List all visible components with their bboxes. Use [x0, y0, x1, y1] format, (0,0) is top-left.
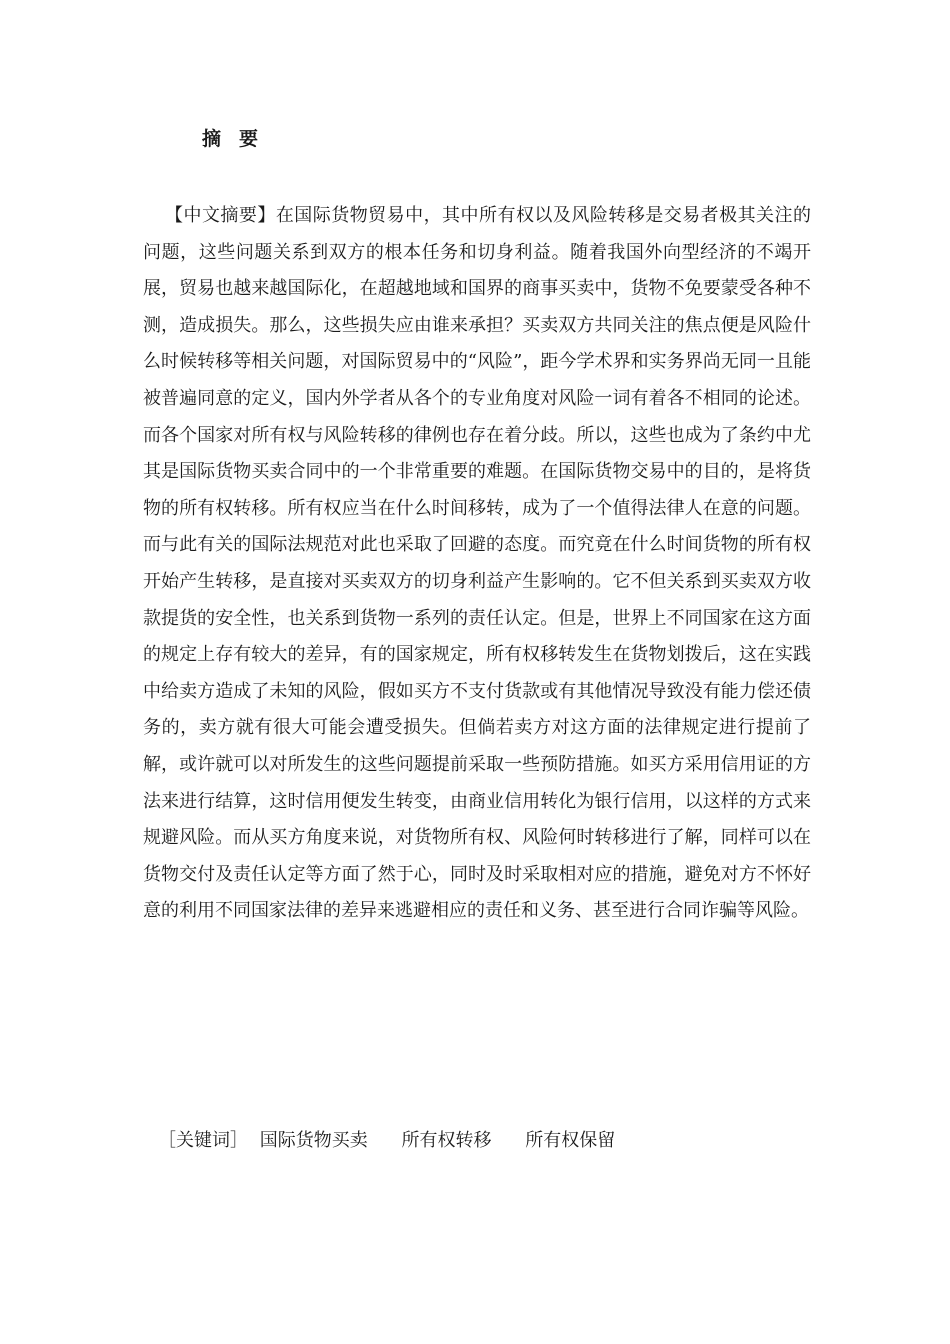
abstract-heading: 摘要	[202, 128, 277, 150]
keywords-label: ［关键词］	[158, 1130, 248, 1151]
abstract-text: 在国际货物贸易中，其中所有权以及风险转移是交易者极其关注的问题，这些问题关系到双方的根本任务和切身利益。随着我国外向型经济的不竭开展，贸易也越来越国际化，在超越地域和国界的商事买卖中，货物不免要蒙受各种不测，造成损失。那么，这些损失应由谁来承担？买卖双方共同关注的焦点便是风险什么时候转移等相关问题，对国际贸易中的“风险”，距今学术界和实务界尚无同一且能被普遍同意的定义，国内外学者从各个的专业角度对风险一词有着各不相同的论述。而各个国家对所有权与风险转移的律例也存在着分歧。所以，这些也成为了条约中尤其是国际货物买卖合同中的一个非常重要的难题。在国际货物交易中的目的，是将货物的所有权转移。所有权应当在什么时间移转，成为了一个值得法律人在意的问题。而与此有关的国际法规范对此也采取了回避的态度。而究竟在什么时间货物的所有权开始产生转移，是直接对买卖双方的切身利益产生影响的。它不但关系到买卖双方收款提货的安全性，也关系到货物一系列的责任认定。但是，世界上不同国家在这方面的规定上存有较大的差异，有的国家规定，所有权移转发生在货物划拨后，这在实践中给卖方造成了未知的风险，假如买方不支付货款或有其他情况导致没有能力偿还债务的，卖方就有很大可能会遭受损失。但倘若卖方对这方面的法律规定进行提前了解，或许就可以对所发生的这些问题提前采取一些预防措施。如买方采用信用证的方法来进行结算，这时信用便发生转变，由商业信用转化为银行信用，以这样的方式来规避风险。而从买方角度来说，对货物所有权、风险何时转移进行了解，同样可以在货物交付及责任认定等方面了然于心，同时及时采取相对应的措施，避免对方不怀好意的利用不同国家法律的差异来逃避相应的责任和义务、甚至进行合同诈骗等风险。	[143, 205, 812, 922]
abstract-paragraph	[143, 198, 811, 930]
keyword-item: 所有权保留	[525, 1130, 616, 1151]
keywords-line	[158, 1126, 643, 1152]
keyword-item: 所有权转移	[401, 1130, 492, 1151]
keyword-item: 国际货物买卖	[259, 1130, 368, 1151]
abstract-label: 【中文摘要】	[165, 205, 276, 226]
